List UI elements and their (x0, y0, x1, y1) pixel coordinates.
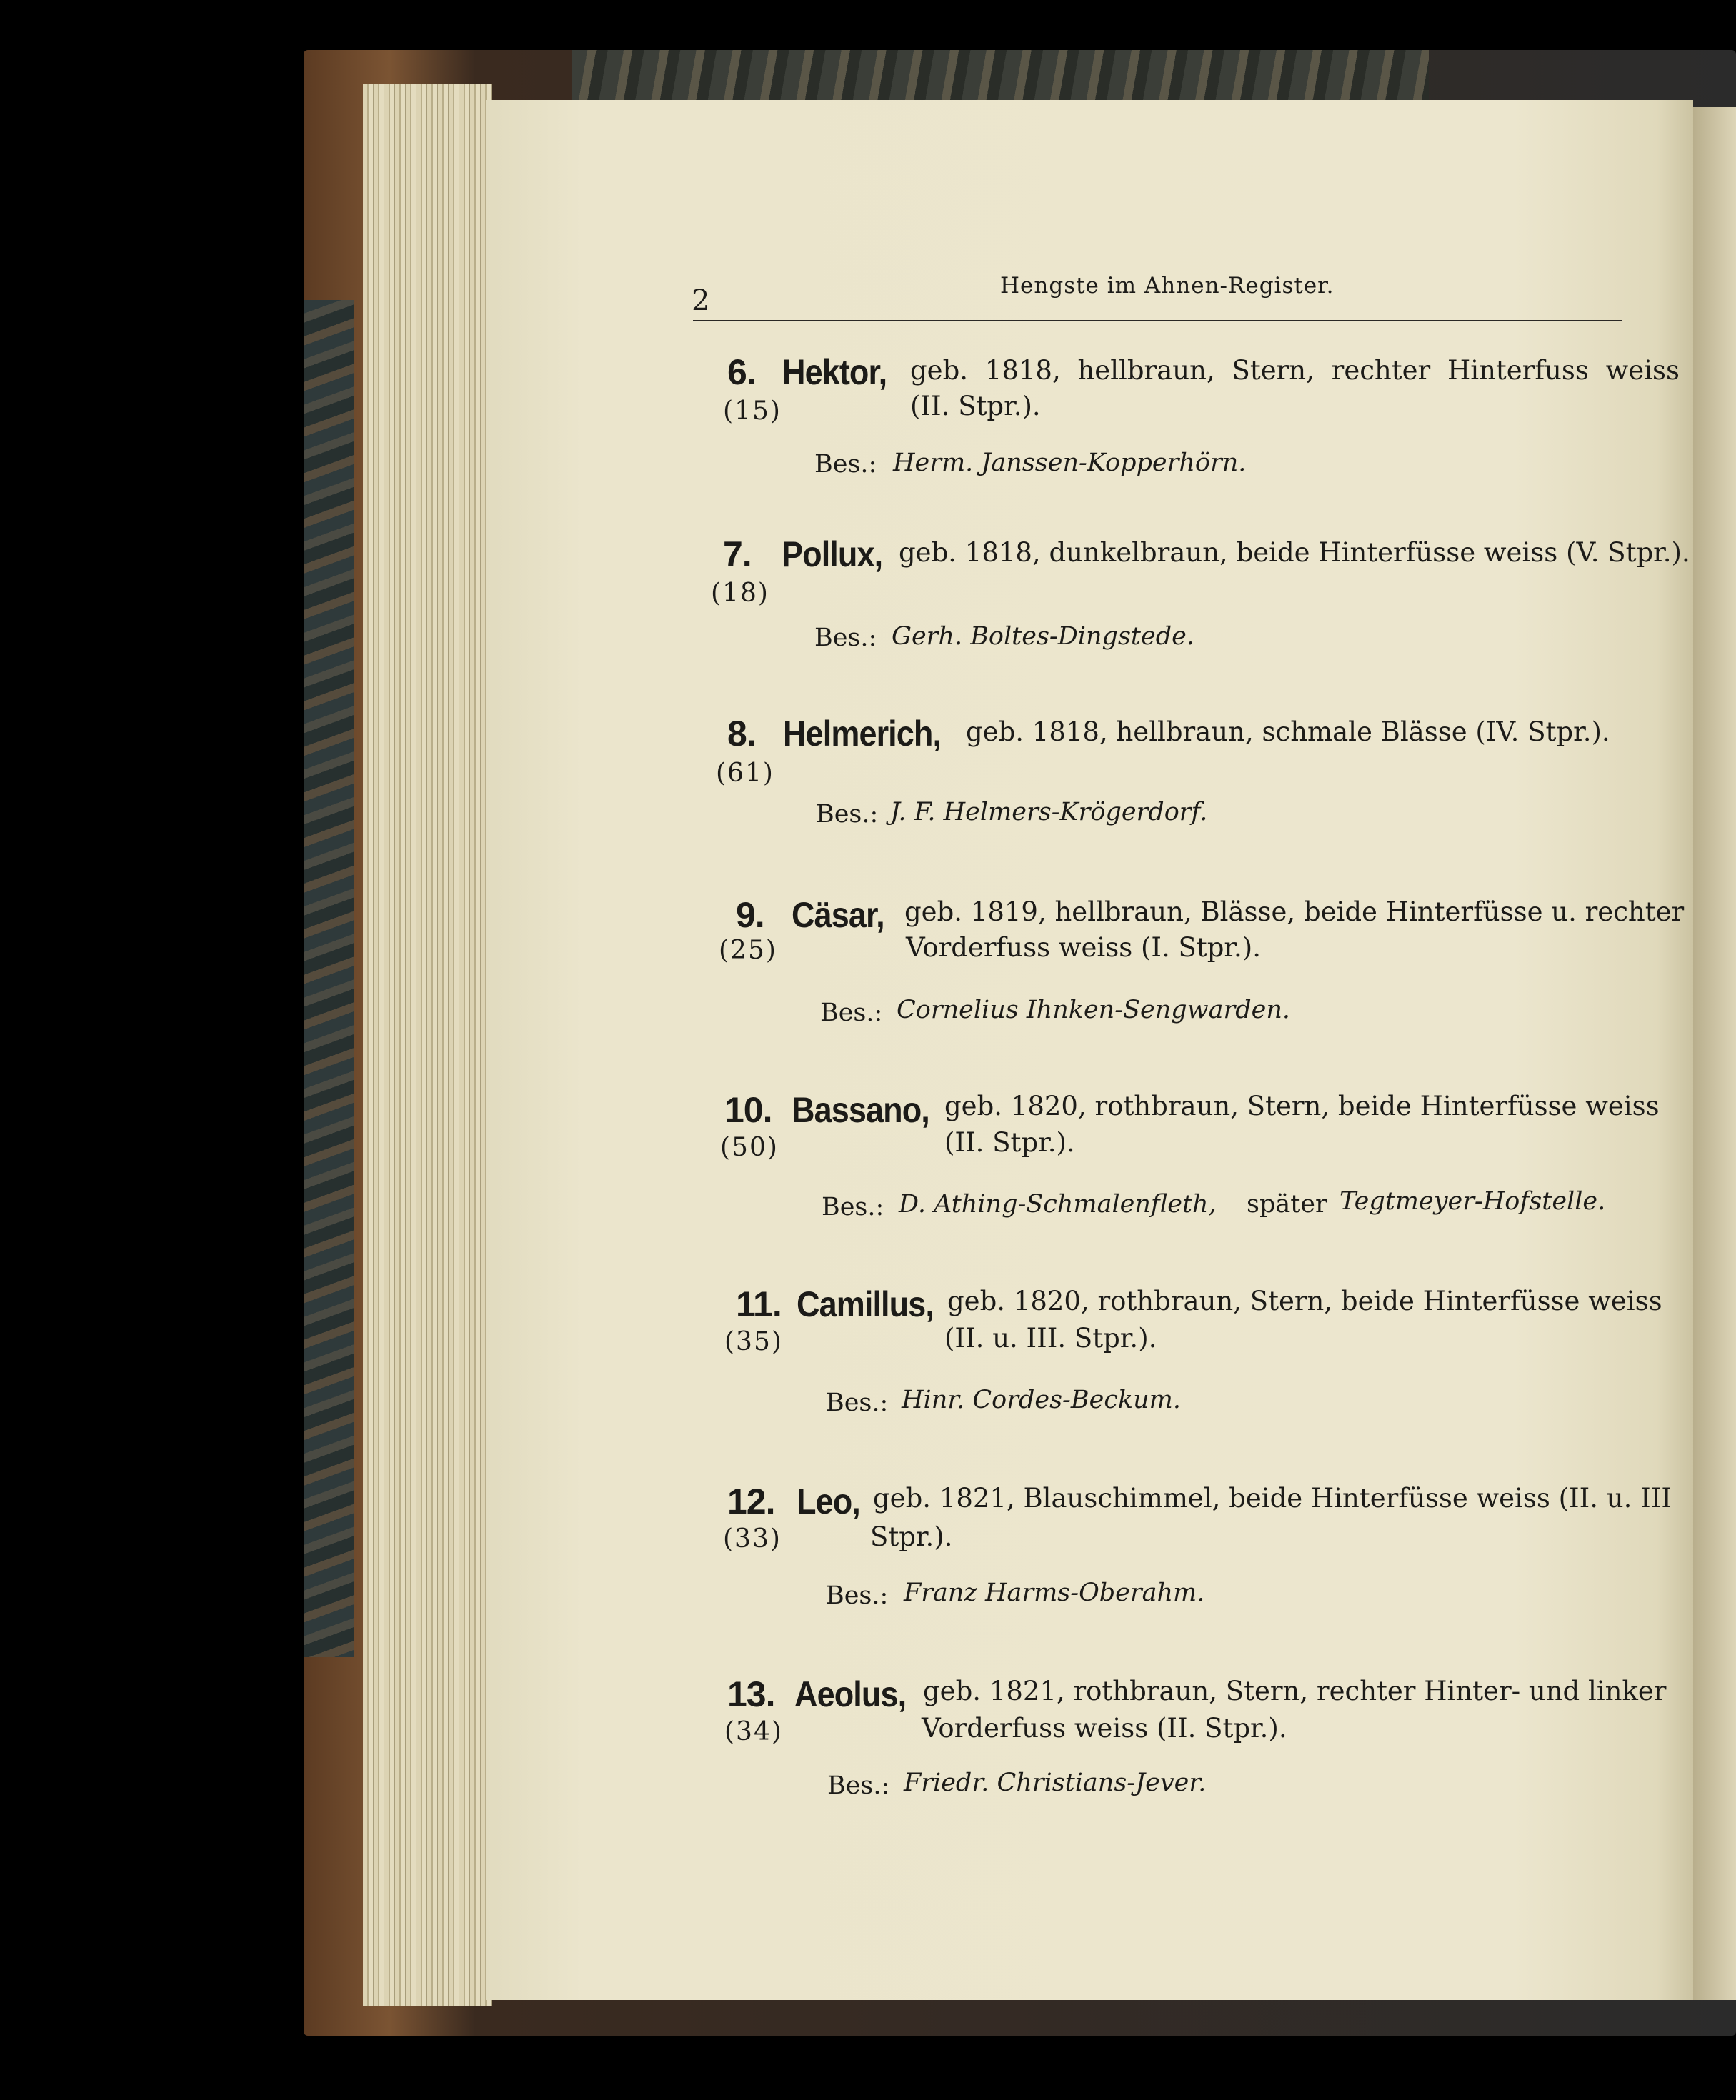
description-line-1: geb. 1821, rothbraun, Stern, rechter Hinter- und linker (923, 1676, 1667, 1706)
owner-connector: später (1247, 1190, 1327, 1219)
description-line-1: geb. 1818, hellbraun, schmale Blässe (IV. Stpr.). (966, 716, 1610, 747)
bes-label: Bes.: (814, 450, 877, 479)
cover-marbled-spine (304, 300, 354, 1657)
horse-name: Pollux, (782, 534, 883, 574)
bes-label: Bes.: (826, 1389, 889, 1417)
description-line-2: Vorderfuss weiss (II. Stpr.). (922, 1713, 1287, 1744)
horse-name: Bassano, (792, 1090, 929, 1130)
owner-later: Tegtmeyer-Hofstelle. (1340, 1187, 1606, 1216)
page-stack-edge (363, 84, 492, 2006)
reference-number: (18) (711, 579, 769, 608)
description-line-2: Stpr.). (870, 1521, 953, 1552)
entry-number: 9. (736, 895, 764, 935)
bes-label: Bes.: (826, 1581, 889, 1610)
description-line-2: (II. Stpr.). (910, 391, 1041, 421)
description-line-2: (II. Stpr.). (944, 1127, 1075, 1158)
owner: Gerh. Boltes-Dingstede. (892, 622, 1194, 651)
description-line-1: geb. 1819, hellbraun, Blässe, beide Hinterfüsse u. rechter (904, 896, 1685, 927)
bes-label: Bes.: (827, 1771, 890, 1800)
reference-number: (35) (724, 1327, 783, 1356)
owner: J. F. Helmers-Krögerdorf. (890, 798, 1208, 826)
owner: Hinr. Cordes-Beckum. (902, 1386, 1181, 1414)
reference-number: (15) (723, 396, 782, 426)
description-line-2: Vorderfuss weiss (I. Stpr.). (906, 932, 1262, 963)
horse-name: Hektor, (782, 352, 887, 392)
description-line-1: geb. 1818, hellbraun, Stern, rechter Hinterfuss weiss (910, 355, 1680, 386)
description-line-2: (II. u. III. Stpr.). (944, 1323, 1157, 1354)
running-title: Hengste im Ahnen-Register. (1000, 273, 1335, 299)
page-number: 2 (692, 284, 710, 317)
entry-number: 8. (727, 714, 756, 754)
reference-number: (50) (720, 1133, 779, 1162)
header-rule (693, 320, 1622, 321)
owner: Franz Harms-Oberahm. (904, 1579, 1205, 1607)
entry-number: 10. (724, 1090, 772, 1130)
entry-number: 12. (727, 1481, 775, 1521)
facing-page-edge (1693, 107, 1736, 2000)
reference-number: (61) (716, 759, 774, 788)
bes-label: Bes.: (814, 624, 877, 652)
reference-number: (25) (719, 936, 777, 965)
horse-name: Camillus, (797, 1284, 934, 1324)
description-line-1: geb. 1820, rothbraun, Stern, beide Hinterfüsse weiss (944, 1091, 1660, 1121)
bes-label: Bes.: (816, 800, 879, 829)
horse-name: Cäsar, (792, 895, 884, 935)
horse-name: Aeolus, (794, 1674, 907, 1714)
entry-number: 7. (723, 534, 752, 574)
cover-marbled-top (572, 50, 1429, 100)
owner: Herm. Janssen-Kopperhörn. (893, 449, 1247, 477)
owner: Friedr. Christians-Jever. (904, 1769, 1207, 1797)
book-page (486, 100, 1693, 2000)
entry-number: 11. (736, 1284, 782, 1324)
reference-number: (33) (723, 1524, 782, 1554)
description-line-1: geb. 1818, dunkelbraun, beide Hinterfüsse weiss (V. Stpr.). (899, 537, 1690, 568)
description-line-1: geb. 1820, rothbraun, Stern, beide Hinterfüsse weiss (947, 1286, 1662, 1316)
owner: Cornelius Ihnken-Sengwarden. (897, 996, 1291, 1024)
bes-label: Bes.: (820, 999, 883, 1027)
entry-number: 6. (727, 352, 756, 392)
reference-number: (34) (724, 1717, 783, 1746)
owner: D. Athing-Schmalenfleth, (899, 1190, 1217, 1219)
description-line-1: geb. 1821, Blauschimmel, beide Hinterfüsse weiss (II. u. III (873, 1483, 1672, 1514)
horse-name: Helmerich, (783, 714, 942, 754)
horse-name: Leo, (797, 1481, 860, 1521)
bes-label: Bes.: (822, 1193, 884, 1221)
entry-number: 13. (727, 1674, 775, 1714)
